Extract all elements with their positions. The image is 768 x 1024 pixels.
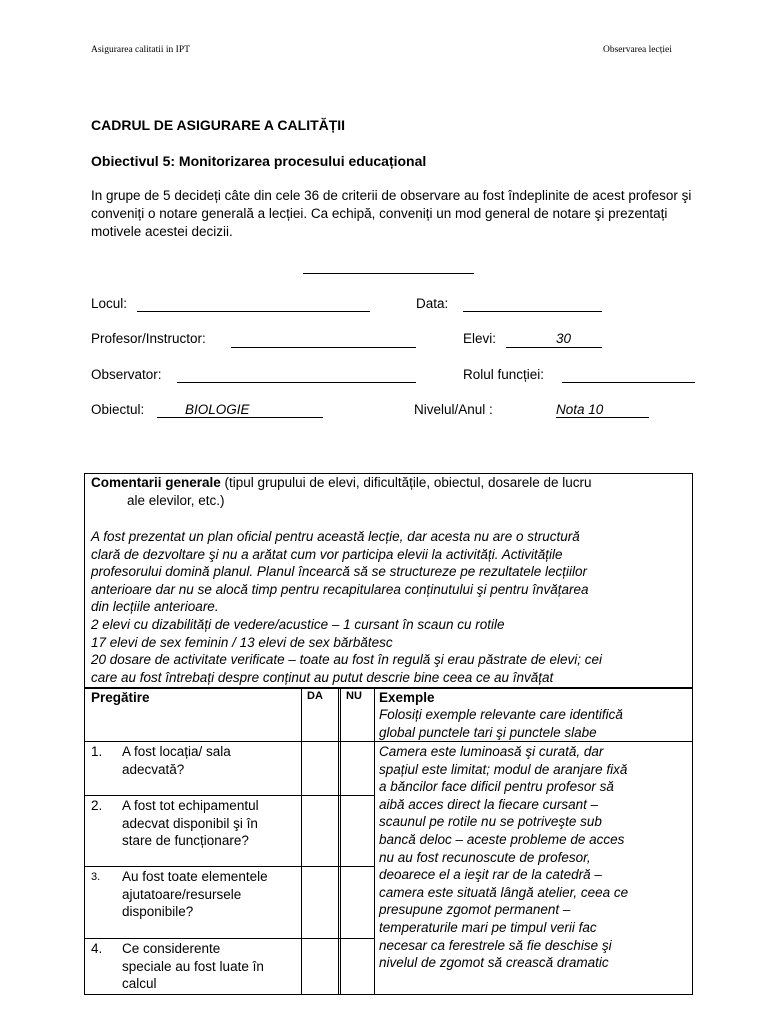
comment-line: 20 dosare de activitate verificate – toate au fost în regulă şi erau păstrate de elevi; cei <box>91 652 603 668</box>
example-line: spațiul este limitat; modul de aranjare fixă <box>379 761 628 777</box>
question-line: speciale au fost luate în <box>122 958 264 974</box>
observator-field[interactable] <box>177 382 416 383</box>
col-divider-exemple <box>374 687 375 995</box>
comment-line: clară de dezvoltare şi nu a arătat cum vor participa elevii la activități. Activitățile <box>91 546 563 562</box>
row-2-question <box>122 797 259 850</box>
question-line: adecvat disponibil şi în <box>122 815 258 831</box>
comments-heading: Comentarii generale <box>91 475 221 490</box>
col-header-pregatire: Pregătire <box>91 690 150 705</box>
example-line: temperaturile mari pe timpul verii fac <box>379 919 597 935</box>
exemple-hint <box>379 706 623 741</box>
row-divider <box>84 795 374 796</box>
example-line: scaunul pe rotile nu se potriveşte sub <box>379 814 602 830</box>
example-text <box>379 743 691 972</box>
comment-line: anterioare dar nu se alocă timp pentru recapitularea conținutului şi pentru învățarea <box>91 581 589 597</box>
comment-line: care au fost întrebați despre conținut au putut descrie bine ceea ce au învățat <box>91 669 554 685</box>
example-line: bancă deloc – aceste probleme de acces <box>379 831 625 847</box>
question-line: Au fost toate elementele <box>122 869 268 884</box>
question-line: stare de funcționare? <box>122 833 249 849</box>
col-divider-nu-double <box>340 687 341 995</box>
comment-line: profesorului domină planul. Planul încearcă să se structureze pe rezultatele lecțiilor <box>91 564 588 580</box>
comments-heading-rest: (tipul grupului de elevi, dificultățile, obiectul, dosarele de lucru <box>220 475 592 490</box>
objective-heading: Obiectivul 5: Monitorizarea procesului educațional <box>91 153 427 169</box>
question-line: disponibile? <box>122 904 194 920</box>
example-line: Camera este luminoasă şi curată, dar <box>379 744 604 759</box>
rol-label: Rolul funcției: <box>463 367 545 382</box>
separator-line <box>303 273 474 274</box>
instructions-paragraph: In grupe de 5 decideți câte din cele 36 de criterii de observare au fost îndeplinite de acest profesor şi conveniți o notare generală a lecției. Ca echipă, conveniți un mod general de notare şi prezentați motivele acestei decizii. <box>91 188 692 239</box>
exemple-hint-line: Folosiți exemple relevante care identifică <box>379 707 623 722</box>
comment-line: din lecțiile anterioare. <box>91 599 219 615</box>
rol-field[interactable] <box>562 382 695 383</box>
profesor-field[interactable] <box>231 347 416 348</box>
question-line: calcul <box>122 976 157 992</box>
nivel-value: Nota 10 <box>556 402 604 417</box>
comment-line: 17 elevi de sex feminin / 13 elevi de sex bărbătesc <box>91 634 393 650</box>
example-line: nivelul de zgomot să crească dramatic <box>379 955 609 971</box>
row-divider <box>84 938 374 939</box>
row-3-num: 3. <box>91 871 101 883</box>
observator-label: Observator: <box>91 367 162 382</box>
comment-line: 2 elevi cu dizabilități de vedere/acustice – 1 cursant în scaun cu rotile <box>91 616 505 632</box>
question-line: A fost tot echipamentul <box>122 798 259 813</box>
nivel-field[interactable] <box>556 417 649 418</box>
example-line: aibă acces direct la fiecare cursant – <box>379 796 599 812</box>
col-header-da: DA <box>307 690 323 702</box>
exemple-hint-line: global punctele tari şi punctele slabe <box>379 724 597 740</box>
row-2-num: 2. <box>91 798 103 813</box>
comments-body <box>91 528 691 686</box>
obiectul-field[interactable] <box>157 417 323 418</box>
row-4-question <box>122 940 264 993</box>
col-header-exemple: Exemple <box>379 690 435 705</box>
comments-heading-rest2: ale elevilor, etc.) <box>127 493 225 508</box>
example-line: a băncilor face dificil pentru profesor să <box>379 779 614 795</box>
col-divider-nu <box>338 687 339 995</box>
col-header-nu: NU <box>346 690 362 702</box>
example-line: deoarece el a ieşit rar de la catedră – <box>379 867 602 883</box>
comment-line: A fost prezentat un plan oficial pentru această lecție, dar acesta nu are o structură <box>91 529 580 544</box>
question-line: adecvată? <box>122 761 185 777</box>
comments-heading-line <box>91 474 689 492</box>
profesor-label: Profesor/Instructor: <box>91 331 206 346</box>
running-header-right: Observarea lecției <box>603 45 672 55</box>
locul-field[interactable] <box>137 311 370 312</box>
obiectul-label: Obiectul: <box>91 402 145 417</box>
row-divider <box>84 866 374 867</box>
example-line: nu au fost recunoscute de profesor, <box>379 849 591 865</box>
elevi-label: Elevi: <box>463 331 497 346</box>
question-line: A fost locația/ sala <box>122 744 231 759</box>
elevi-field[interactable] <box>506 347 602 348</box>
row-divider <box>84 741 693 742</box>
example-line: camera este situată lângă atelier, ceea ce <box>379 884 629 900</box>
row-3-question <box>122 868 268 921</box>
document-title: CADRUL DE ASIGURARE A CALITĂȚII <box>91 117 346 133</box>
elevi-value: 30 <box>556 331 572 346</box>
locul-label: Locul: <box>91 296 128 311</box>
example-line: presupune zgomot permanent – <box>379 902 571 918</box>
col-divider-da <box>301 687 302 995</box>
question-line: ajutatoare/resursele <box>122 886 242 902</box>
nivel-label: Nivelul/Anul : <box>414 402 493 417</box>
row-4-num: 4. <box>91 941 103 956</box>
question-line: Ce considerente <box>122 941 221 956</box>
row-1-num: 1. <box>91 744 103 759</box>
row-1-question <box>122 743 231 778</box>
running-header-left: Asigurarea calitatii in IPT <box>91 45 190 55</box>
example-line: necesar ca ferestrele să fie deschise şi <box>379 937 612 953</box>
data-label: Data: <box>416 296 449 311</box>
data-field[interactable] <box>463 311 602 312</box>
obiectul-value: BIOLOGIE <box>185 402 250 417</box>
